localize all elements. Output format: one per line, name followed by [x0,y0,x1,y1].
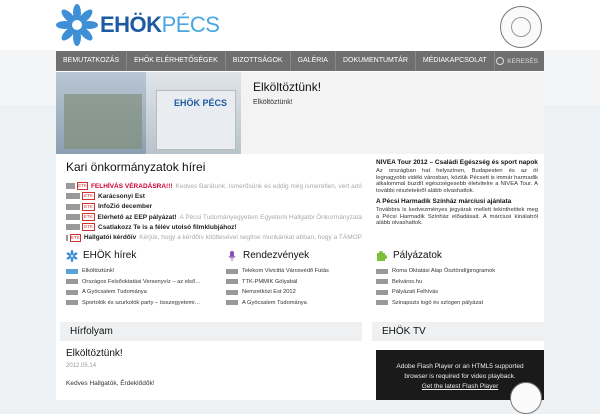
nav-item-mediakapcsolat[interactable]: MÉDIAKAPCSOLAT [416,51,495,71]
etk-tag: ETK [82,223,95,231]
search-label: KERESÉS [507,57,538,65]
ehok-star-icon [66,250,78,262]
news-row[interactable] [66,222,362,232]
video-message-line2: browser is required for video playback. [404,373,516,380]
logo-text [100,12,219,38]
list-item-label: Szinapszis logó és szlogen pályázat [392,299,484,306]
list-item[interactable] [66,298,214,309]
news-excerpt: A Pécsi Tudományegyetem Egyetemi Hallgatói Önkormányzata [179,213,362,221]
events-column [226,247,374,308]
etk-tag: ETK [82,192,95,200]
list-item-label: Pályázati Felhívás [392,289,439,296]
logo-text-light: PÉCS [161,12,220,37]
logo-star-icon [56,4,98,46]
hero-title[interactable]: Elköltöztünk! [253,80,322,94]
news-title[interactable]: InfoZió december [98,203,153,211]
list-item[interactable] [376,266,524,277]
news-title[interactable]: FELHÍVÁS VÉRADÁSRA!!! [90,182,173,190]
nav-item-dokumentumtar[interactable]: DOKUMENTUMTÁR [336,51,416,71]
news-row[interactable] [66,181,362,191]
list-item-label: Országos Felsőoktatási Versenyvíz – az első… [82,278,201,285]
university-seal-icon [500,6,542,48]
list-item[interactable] [376,287,524,298]
kari-news-list [66,181,362,243]
grants-column [376,247,524,308]
hero-subtitle: Elköltöztünk! [253,99,293,106]
list-item-label: TTK-PMMIK Gólyabál [242,278,298,285]
etk-tag: ETK [78,183,87,189]
etk-tag: ETK [82,203,95,211]
kari-news-title: Kari önkormányzatok hírei [66,160,206,174]
etk-tag: ETK [82,213,95,221]
list-item-label: Roma Oktatási Alap Ösztöndíjprogramok [392,268,496,275]
article-body: Kedves Hallgatók, Érdeklődők! [66,380,155,387]
nav-item-bizottsagok[interactable]: BIZOTTSÁGOK [226,51,291,71]
logo-text-main: EHÖK [100,12,162,37]
search-button[interactable] [496,57,544,65]
news-row[interactable] [66,232,362,242]
university-seal-small-icon [510,382,542,414]
puzzle-icon [376,250,388,262]
flash-player-link[interactable]: Get the latest Flash Player [421,383,499,390]
hero-slider[interactable] [56,72,544,154]
hero-image[interactable] [56,72,241,154]
list-item[interactable] [226,298,374,309]
right-news-body: Továbbra is kedvezményes jegyárak mellett tekinthetitek meg a Pécsi Harmadik Színház előadásait. A márciusi kínálatról alább olvashattok. [376,206,538,227]
search-icon [496,57,504,65]
right-news-title[interactable]: NIVEA Tour 2012 – Családi Egészség és sport napok [376,159,538,166]
right-column-news [376,160,538,231]
list-item-label: A Gyöcsalem Tudománya [82,289,147,296]
article-title[interactable]: Elköltöztünk! [66,348,123,359]
main-nav [56,51,544,71]
right-news-body: Az országban hat helyszínen, Budapesten és az öt legnagyobb vidéki városban, köztük Pécsett is immár harmadik alkalommal buzdít egészségesebb életvitelre a NIVEA Tour. A további részletekről alább olvashattok. [376,167,538,195]
news-row[interactable] [66,202,362,212]
news-title[interactable]: Hallgatói kérdőív [83,234,137,242]
list-item[interactable] [226,266,374,277]
news-title[interactable]: Karácsonyi Est [98,192,145,200]
hirfolyam-bar: Hírfolyam [60,322,362,341]
list-item[interactable] [66,266,214,277]
hero-image-logo-text: EHÖK PÉCS [174,98,228,108]
etk-tag: ETK [71,234,80,240]
list-item-label: Elköltöztünk! [82,268,115,275]
list-item[interactable] [66,287,214,298]
nav-item-elerhetosegek[interactable]: EHÖK ELÉRHETŐSÉGEK [127,51,226,71]
events-title: Rendezvények [243,250,310,261]
news-row[interactable] [66,191,362,201]
news-excerpt: Kérjük, hogy a kérdőív kitöltésével segítse munkánkat abban, hogy a TÁMOP [139,234,362,242]
nav-item-galeria[interactable]: GALÉRIA [291,51,336,71]
list-item[interactable] [376,277,524,288]
news-title[interactable]: Elérhető az EEP pályázat! [97,213,177,221]
site-logo[interactable] [56,4,220,46]
list-item-label: Belváros.hu [392,278,423,285]
ehok-news-title: EHÖK hírek [83,250,137,261]
news-title[interactable]: Csatlakozz Te is a félév utolsó filmklubjához! [98,223,237,231]
list-item[interactable] [226,287,374,298]
nav-item-bemutatkozas[interactable]: BEMUTATKOZÁS [56,51,127,71]
right-news-title[interactable]: A Pécsi Harmadik Színház márciusi ajánlata [376,197,512,205]
list-item[interactable] [66,277,214,288]
ehok-tv-bar: EHÖK TV [372,322,544,341]
news-excerpt: Kedves Barátunk, Ismerősünk és eddig még ismeretlen, vért adó [175,182,362,190]
ehok-news-column [66,247,214,308]
news-row[interactable] [66,212,362,222]
list-item-label: Nemzetközi Est 2012 [242,289,296,296]
list-item[interactable] [376,298,524,309]
microphone-icon [226,250,238,262]
grants-title: Pályázatok [393,250,442,261]
article-date: 2012.05.14 [66,363,97,369]
list-item[interactable] [226,277,374,288]
site-header [0,0,600,50]
list-item-label: A Gyöcsalem Tudománya [242,299,307,306]
list-item-label: Telekom Vivicittá Városvédő Futás [242,268,329,275]
video-message-line1: Adobe Flash Player or an HTML5 supported [396,363,524,370]
list-item-label: Sportolók és szurkolók party – összegyetemi… [82,299,201,306]
